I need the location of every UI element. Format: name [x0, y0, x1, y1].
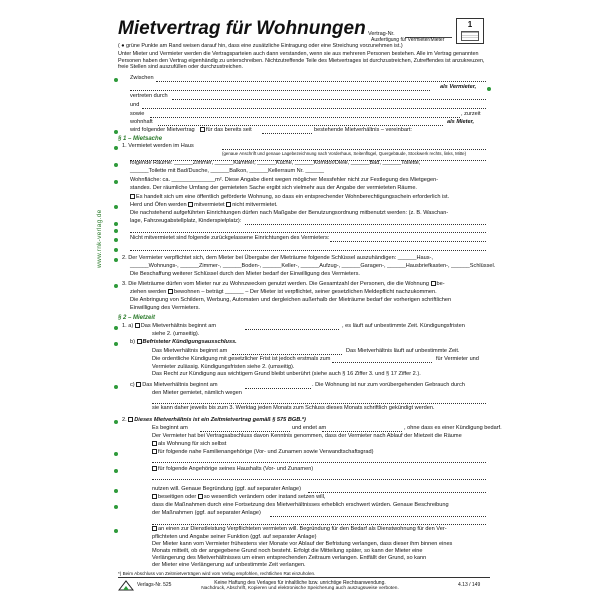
s1-einrichtung: Die nachstehend aufgeführten Einrichtungen dürfen nach Maßgabe der Benutzungsordnung mitbenutzt werden: (z. B. Waschan-	[130, 210, 449, 216]
s1-p3b: ziehen werden bewohnen – beträgt ______ – Der Mieter ist verpflichtet, seiner gesetzlichen Meldepflicht nachzukommen.	[130, 289, 437, 295]
field-vermieter-2[interactable]	[130, 90, 430, 91]
field-grund-c[interactable]	[152, 403, 486, 404]
label-wohnhaft: wohnhaft	[130, 119, 153, 125]
footer-code: 4.13 / 149	[458, 582, 481, 588]
field-haushalt[interactable]	[152, 479, 486, 480]
field-begruendung[interactable]	[308, 492, 486, 493]
field-massnahmen-2[interactable]	[152, 524, 486, 525]
green-dot-icon	[114, 180, 118, 184]
s1-nicht-mitvermietet: Nicht mitvermietet sind folgende zurückgelassene Einrichtungen des Vermieters:	[130, 235, 330, 241]
green-dot-icon	[114, 146, 118, 150]
field-nicht-mitvermietet-2[interactable]	[130, 250, 486, 251]
s2-d-l2: Der Vermieter hat bei Vertragsabschluss davon Kenntnis genommen, dass der Vermieter nach Ablauf der Mietzeit die Räume	[152, 433, 462, 439]
section-2-heading: § 2 – Mietzeit	[118, 315, 156, 321]
checkbox-bewohnen[interactable]	[168, 289, 173, 294]
s2-c: c) Das Mietverhältnis beginnt am	[130, 382, 218, 388]
checkbox-gefoerdert[interactable]	[130, 194, 135, 199]
green-dot-icon	[114, 205, 118, 209]
label-und: und	[130, 102, 140, 108]
field-mieter-2[interactable]	[150, 117, 460, 118]
footnote: *) Beim Abschluss von Zeitmietverträgen wird vom Verlag empfohlen, rechtlichen Rat einzuholen.	[118, 571, 316, 576]
checkbox-haushalt[interactable]	[152, 466, 157, 471]
green-dot-icon	[114, 284, 118, 288]
s2-b-l3: Vermieter zulässig. Kündigungsfristen siehe 2. (umseitig).	[152, 364, 295, 370]
field-vertreten[interactable]	[172, 99, 486, 100]
checkbox-zeitmietvertrag[interactable]	[128, 417, 133, 422]
vertrag-nr-label: Vertrag-Nr.	[368, 31, 395, 37]
field-beginn-a[interactable]	[245, 329, 339, 330]
s2-d-o3: für folgende Angehörige seines Haushalts (Vor- und Zunamen)	[152, 466, 313, 473]
s1-rooms-2: ______Toilette mit Bad/Dusche, ______Balkon, ______Kellerraum Nr. ______	[130, 168, 325, 174]
green-dot-icon	[114, 489, 118, 493]
label-zurzeit: , zurzeit	[461, 111, 481, 117]
label-bestehende: bestehende Mietverhältnis – vereinbart:	[314, 127, 412, 133]
field-kuendigung-erstmals[interactable]	[332, 362, 432, 363]
s2-d-l8: pflichteten und Angabe seiner Funktion (ggf. auf separater Anlage)	[152, 534, 317, 540]
green-dot-icon	[114, 452, 118, 456]
footer-disclaimer: Keine Haftung des Verlages für inhaltliche bzw. unrichtige Rechtsanwendung.	[214, 580, 386, 586]
label-bereits: für das bereits seit	[200, 127, 252, 134]
checkbox-bestehend[interactable]	[200, 127, 205, 132]
field-seit[interactable]	[262, 133, 312, 134]
checkbox-familienangehoerige[interactable]	[152, 449, 157, 454]
field-wohnhaft[interactable]	[158, 125, 443, 126]
s1-p3d: Einwilligung des Vermieters.	[130, 305, 200, 311]
checkbox-unbefristet[interactable]	[135, 323, 140, 328]
green-dot-icon	[114, 385, 118, 389]
green-dot-icon	[114, 258, 118, 262]
field-beginn-b[interactable]	[232, 354, 342, 355]
s1-p2b: ______Wohnungs-, ______Zimmer-, ______Boden-, ______Keller-, ______Aufzug-, ______Garagen-, ______Hausbriefkasten-, ______Schlüssel.	[130, 263, 496, 269]
s2-d-l10: Monats mitteilt, ob der angegebene Grund noch besteht. Erfolgt die Mitteilung später, so kann der Mieter eine	[152, 548, 423, 554]
s2-d-o1: als Wohnung für sich selbst	[152, 441, 226, 448]
field-beginn-c[interactable]	[245, 388, 311, 389]
s1-flaeche: Wohnfläche: ca. ______________m². Diese Angabe dient wegen möglicher Messfehler nicht zur Festlegung des Mietgegen-	[130, 177, 439, 183]
s2-d-l5: dass die Maßnahmen durch eine Fortsetzung des Mietverhältnisses erheblich erschwert würden. Genaue Beschreibung	[152, 502, 449, 508]
checkbox-kuendigungsausschluss[interactable]	[137, 339, 142, 344]
s2-a-unbefristet: , es läuft auf unbestimmte Zeit. Kündigungsfristen	[342, 323, 465, 329]
s2-d: 2. Dieses Mietverhältnis ist ein Zeitmietvertrag gemäß § 575 BGB.*)	[122, 417, 306, 423]
checkbox-beseitigen[interactable]	[152, 494, 157, 499]
s1-herd: Herd und Öfen werden mitvermietet nicht mitvermietet.	[130, 202, 278, 208]
s2-b-l4: Das Recht zur Kündigung aus wichtigem Grund bleibt unberührt (siehe auch § 16 Ziffer 3. und § 17 Ziffer 2.).	[152, 371, 421, 377]
green-dot-icon	[114, 163, 118, 167]
s2-c-l2: den Mieter gemietet, nämlich wegen	[152, 390, 242, 396]
s2-b-l2: Die ordentliche Kündigung mit gesetzlicher Frist ist jedoch erstmals zum	[152, 356, 331, 362]
checkbox-eigenbedarf[interactable]	[152, 441, 157, 446]
label-vertreten: vertreten durch	[130, 93, 168, 99]
field-massnahmen[interactable]	[270, 516, 486, 517]
s2-c-rest: . Die Wohnung ist nur zum vorübergehenden Gebrauch durch	[312, 382, 465, 388]
label-als-vermieter: als Vermieter,	[440, 84, 477, 90]
footer-divider	[118, 577, 490, 578]
s2-d-l11: Verlängerung des Mietverhältnisses um einen entsprechenden Zeitraum verlangen. Entfällt der Grund, so kann	[152, 555, 427, 561]
green-dot-icon	[487, 87, 491, 91]
field-einrichtung[interactable]	[245, 224, 486, 225]
checkbox-herd-nicht[interactable]	[226, 202, 231, 207]
s1-einrichtung-2: lage, Fahrzeugabstellplatz, Kinderspielplatz):	[130, 218, 242, 224]
checkbox-veraendern[interactable]	[198, 494, 203, 499]
label-zwischen: Zwischen	[130, 75, 154, 81]
green-dot-icon	[114, 326, 118, 330]
s1-p3c: Die Anbringung von Schildern, Werbung, Automaten und dergleichen außerhalb der Mieträume bedarf der vorherigen schriftlichen	[130, 297, 452, 303]
copy-number: 1	[467, 20, 473, 29]
page-title: Mietvertrag für Wohnungen	[118, 18, 366, 39]
s2-d-l1: Es beginnt am	[152, 425, 188, 431]
s2-a: 1. a) Das Mietverhältnis beginnt am	[122, 323, 217, 329]
section-1-heading: § 1 – Mietsache	[118, 136, 163, 142]
field-einrichtung-2[interactable]	[130, 232, 486, 233]
green-dot-icon	[114, 505, 118, 509]
s2-a-siehe: siehe 2. (umseitig).	[152, 331, 200, 337]
field-mieter-1[interactable]	[142, 108, 486, 109]
checkbox-voruebergehend[interactable]	[136, 382, 141, 387]
s2-c-l3: sie kann daher jeweils bis zum 3. Werktag jeden Monats zum Schluss dieses Monats schriftlich gekündigt werden.	[152, 405, 435, 411]
s1-p2: 2. Der Vermieter verpflichtet sich, dem Mieter bei Übergabe der Mieträume folgende Schlüssel auszuhändigen: ______Haus-,	[122, 255, 433, 261]
s2-d-l6: der Maßnahmen (ggf. auf separater Anlage)	[152, 510, 261, 516]
s2-d-l3: nutzen will. Genaue Begründung (ggf. auf separater Anlage)	[152, 486, 301, 492]
verlag-nr: Verlags-Nr. 525	[137, 582, 172, 588]
field-zeit-ende[interactable]	[322, 431, 402, 432]
green-dot-note: ( ● grüne Punkte am Rand weisen darauf hin, dass eine zusätzliche Eintragung oder eine Streichung vorzunehmen ist.)	[118, 43, 403, 49]
s1-p1: 1. Vermietet werden im Haus	[122, 143, 194, 149]
footer-copyright: Nachdruck, Abschrift, Kopieren und elektronische Speicherung auch auszugsweise verboten.	[201, 586, 399, 591]
s2-d-l12: der Mieter eine Verlängerung auf unbestimmte Zeit verlangen.	[152, 562, 306, 568]
intro-paragraph: Unter Mieter und Vermieter werden die Vertragsparteien auch dann verstanden, wenn sie aus mehreren Personen bestehen. Alle im Vertrag genannten Personen haben den Vertrag eigenhändig zu unterschreiben. Nichtzutreffende Teile des Mietvertrages ist durchzustreichen, Zutreffendes ist anzukreuzen, freie Stellen sind auszufüllen oder durchzustreichen.	[118, 51, 485, 71]
s1-p2c: Die Beschaffung weiterer Schlüssel durch den Mieter bedarf der Einwilligung des Vermieters.	[130, 271, 360, 277]
s1-zweck: Es handelt sich um eine öffentlich geförderte Wohnung, so dass ein entsprechender Wohnberechtigungsschein erforderlich ist.	[130, 194, 449, 201]
copy-badge	[456, 18, 484, 44]
green-dot-icon	[114, 130, 118, 134]
s2-b-text: Das Mietverhältnis beginnt am	[152, 348, 228, 354]
green-dot-icon	[114, 248, 118, 252]
label-sowie: sowie	[130, 111, 145, 117]
s1-p3: 3. Die Mieträume dürfen vom Mieter nur zu Wohnzwecken genutzt werden. Die Gesamtzahl der Personen, die die Wohnung be-	[122, 281, 445, 287]
s2-b-rest: Das Mietverhältnis läuft auf unbestimmte Zeit.	[346, 348, 460, 354]
s2-d-l1b: und endet am	[292, 425, 327, 431]
label-folgender: wird folgender Mietvertrag	[130, 127, 195, 133]
field-nicht-mitvermietet[interactable]	[330, 241, 486, 242]
field-familie[interactable]	[152, 462, 486, 463]
s1-flaeche-2: standes. Der räumliche Umfang der gemieteten Sache ergibt sich vielmehr aus der Angabe der vermieteten Räume.	[130, 185, 417, 191]
sheets-icon	[461, 31, 479, 41]
publisher-logo-icon	[118, 580, 134, 591]
field-zeit-beginn[interactable]	[200, 431, 290, 432]
field-zwischen[interactable]	[156, 81, 486, 82]
green-dot-icon	[114, 78, 118, 82]
s1-p1-sub: (genaue Anschrift und genaue Lagebezeichnung nach Vorderhaus, Seitenflügel, Quergebäude, Stockwerk rechts, links, Mitte)	[222, 151, 467, 156]
green-dot-icon	[114, 469, 118, 473]
s2-d-l1c: , ohne dass es einer Kündigung bedarf.	[404, 425, 502, 431]
vertrag-sub-label: Ausfertigung für Vermieter/Mieter	[371, 37, 445, 43]
s2-d-o2: für folgende nahe Familienangehörige (Vor- und Zunamen sowie Verwandtschaftsgrad)	[152, 449, 374, 456]
s2-b-l2r: für Vermieter und	[436, 356, 479, 362]
label-als-mieter: als Mieter,	[447, 119, 475, 125]
green-dot-icon	[114, 222, 118, 226]
s2-d-l7: an einen zur Dienstleistung Verpflichteten vermieten will. Begründung für den Bedarf als Dienstwohnung für den Ver-	[152, 526, 447, 533]
s2-d-l4: beseitigen oder so wesentlich verändern oder instand setzen will,	[152, 494, 325, 501]
green-dot-icon	[114, 529, 118, 533]
checkbox-beziehen[interactable]	[431, 281, 436, 286]
green-dot-icon	[114, 229, 118, 233]
green-dot-icon	[114, 238, 118, 242]
s2-b: b) Befristeter Kündigungsausschluss.	[130, 339, 237, 345]
s1-rooms-1: folgende Räume: ______Zimmer, ______Kammer, ______Küche, ______Korridor/Diele, ______Bad, ______Toilette,	[130, 160, 421, 166]
checkbox-herd-mit[interactable]	[188, 202, 193, 207]
green-dot-icon	[114, 342, 118, 346]
green-dot-icon	[114, 420, 118, 424]
side-url: www.rnk-verlag.de	[96, 209, 103, 268]
checkbox-dienstwohnung[interactable]	[152, 526, 157, 531]
s2-d-l9: Der Mieter kann vom Vermieter frühestens vier Monate vor Ablauf der Befristung verlangen, dass dieser ihm binnen eines	[152, 541, 453, 547]
